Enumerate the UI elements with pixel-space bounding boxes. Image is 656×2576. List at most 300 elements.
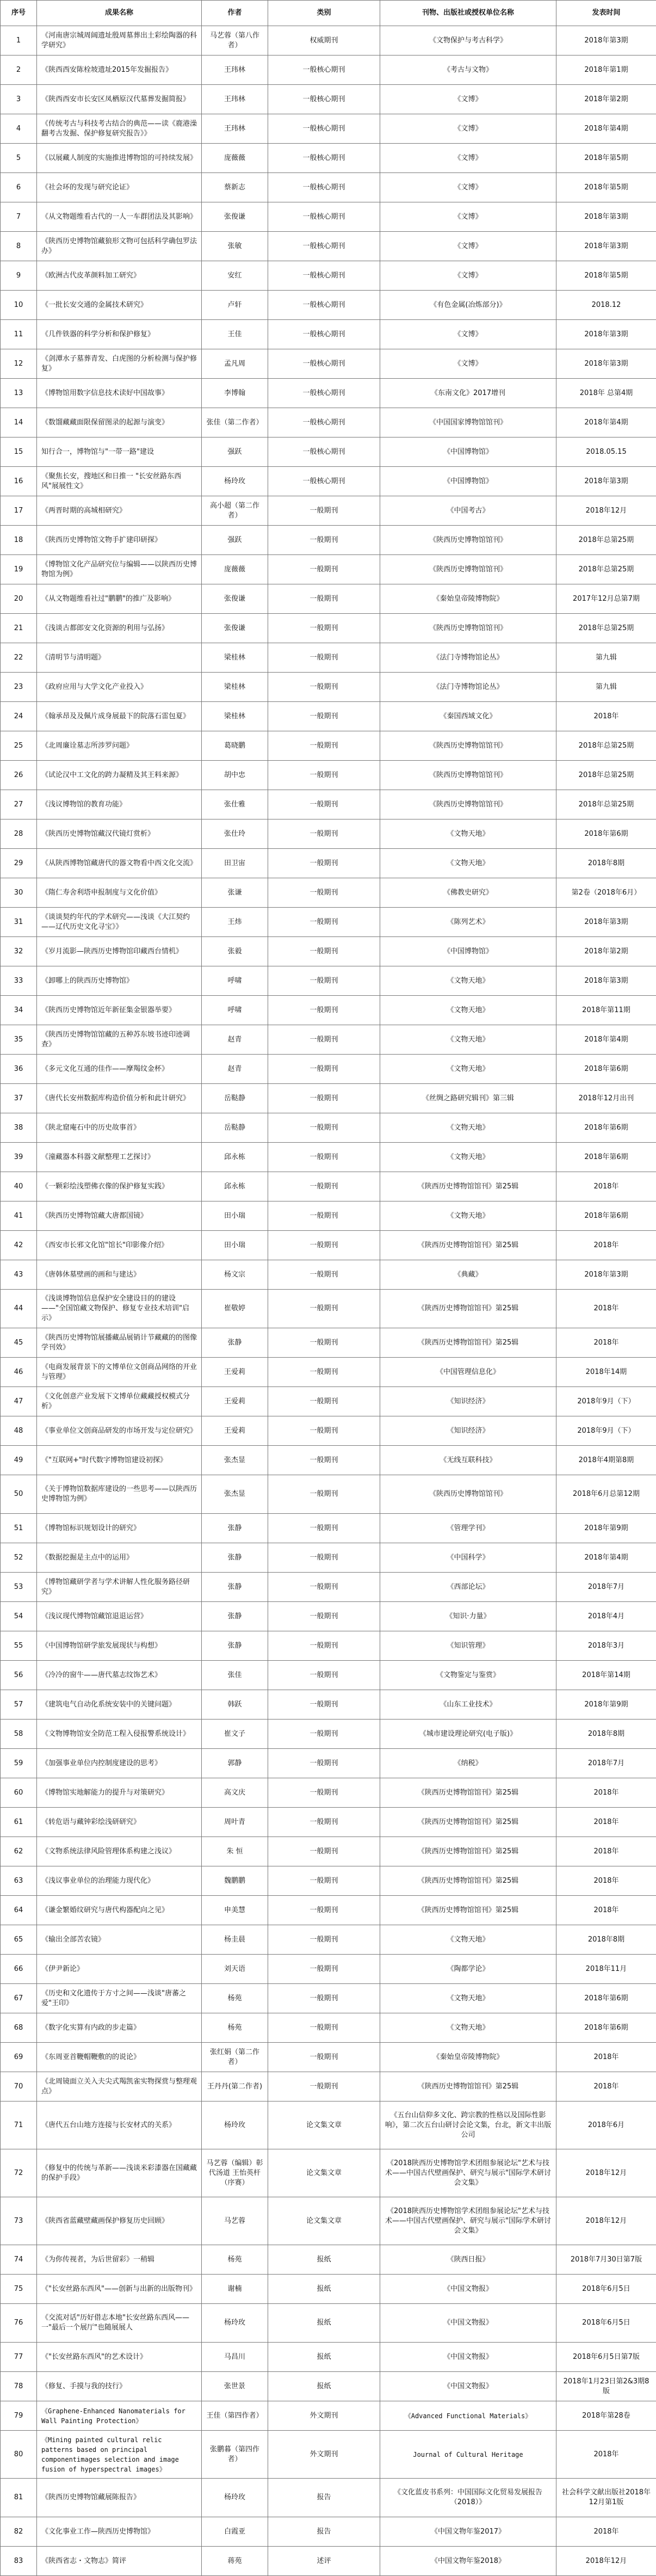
table-row bbox=[1, 2372, 656, 2401]
row-author: 张仕雅 bbox=[202, 790, 268, 819]
row-number: 40 bbox=[1, 1172, 37, 1201]
row-date: 2018年第6期 bbox=[556, 1143, 656, 1172]
row-journal: 《知识经济》 bbox=[380, 1416, 556, 1446]
row-number: 48 bbox=[1, 1416, 37, 1446]
row-title: 《事业单位文创商品研发的市场开发与定位研究》 bbox=[37, 1416, 202, 1446]
row-type: 一般期刊 bbox=[268, 1201, 380, 1231]
table-row bbox=[1, 1172, 656, 1201]
row-type: 一般期刊 bbox=[268, 1808, 380, 1837]
row-journal: 《中国文物报》 bbox=[380, 2304, 556, 2343]
row-type: 一般期刊 bbox=[268, 1358, 380, 1387]
row-date: 2018年第6期 bbox=[556, 2013, 656, 2043]
row-type: 外文期刊 bbox=[268, 2431, 380, 2479]
row-title: 《陕北窟庵石中的历史故事首》 bbox=[37, 1113, 202, 1143]
table-row bbox=[1, 2547, 656, 2576]
table-row bbox=[1, 1690, 656, 1720]
row-author: 崔文子 bbox=[202, 1720, 268, 1749]
row-journal: 《山东工业技术》 bbox=[380, 1690, 556, 1720]
row-date: 2018年第9期 bbox=[556, 1690, 656, 1720]
row-date: 2018年第3期 bbox=[556, 908, 656, 937]
table-row bbox=[1, 1290, 656, 1328]
row-date: 2018年第3期 bbox=[556, 232, 656, 261]
table-row bbox=[1, 291, 656, 320]
row-type: 一般期刊 bbox=[268, 1837, 380, 1866]
row-date: 2018年第3期 bbox=[556, 966, 656, 996]
row-title: 《伊尹新论》 bbox=[37, 1955, 202, 1984]
row-journal: 《文物天地》 bbox=[380, 1984, 556, 2013]
row-date: 2018年 bbox=[556, 1172, 656, 1201]
table-row bbox=[1, 584, 656, 614]
row-author: 张敏 bbox=[202, 232, 268, 261]
row-date: 2018年 bbox=[556, 1778, 656, 1808]
row-date: 2018年总第25期 bbox=[556, 761, 656, 790]
table-row bbox=[1, 1084, 656, 1113]
row-date: 2018年总第25期 bbox=[556, 614, 656, 643]
row-date: 2018年8期 bbox=[556, 1925, 656, 1955]
table-row bbox=[1, 1143, 656, 1172]
row-type: 论文集文章 bbox=[268, 2102, 380, 2149]
row-number: 57 bbox=[1, 1690, 37, 1720]
row-journal: 《文物天地》 bbox=[380, 1201, 556, 1231]
row-number: 52 bbox=[1, 1543, 37, 1573]
row-journal: 《文物天地》 bbox=[380, 1143, 556, 1172]
row-journal: 《2018陕西历史博物馆学术团组参展论坛"艺术与技术——中国古代壁画保护、研究与展示"国际学术研讨会文集》 bbox=[380, 2149, 556, 2197]
row-journal: 《中国考古》 bbox=[380, 496, 556, 526]
row-type: 一般核心期刊 bbox=[268, 202, 380, 232]
row-number: 74 bbox=[1, 2245, 37, 2275]
row-journal: 《文博》 bbox=[380, 202, 556, 232]
row-type: 一般期刊 bbox=[268, 2013, 380, 2043]
row-date: 2018年12月出刊 bbox=[556, 1084, 656, 1113]
row-journal: 《中国国家博物馆馆刊》 bbox=[380, 408, 556, 437]
table-row bbox=[1, 467, 656, 496]
row-date: 2018年第6期 bbox=[556, 1113, 656, 1143]
row-author: 王炜 bbox=[202, 908, 268, 937]
row-type: 一般期刊 bbox=[268, 1896, 380, 1925]
row-journal: 《五台山信仰多文化、跨宗教的性格以及国际性影响》，第二次五台山研讨会论文集，台北，新文丰出版公司 bbox=[380, 2102, 556, 2149]
header-date: 发表时间 bbox=[556, 1, 656, 26]
row-title: 《唐韩休墓壁画的画和与建达》 bbox=[37, 1260, 202, 1290]
row-title: 《电商发展背景下的文博单位文创商品网络的开业与管理》 bbox=[37, 1358, 202, 1387]
table-row bbox=[1, 1328, 656, 1358]
row-date: 2018年1月23日第2&3期8版 bbox=[556, 2372, 656, 2401]
row-journal: 《秦国西域文化》 bbox=[380, 702, 556, 731]
row-author: 张静 bbox=[202, 1573, 268, 1602]
row-title: 《清明节与清明题》 bbox=[37, 643, 202, 673]
row-number: 4 bbox=[1, 114, 37, 144]
row-title: 《中国博物馆研学旅发展现状与构想》 bbox=[37, 1631, 202, 1661]
table-row bbox=[1, 849, 656, 878]
row-title: 《几件铁器的科学分析和保护修复》 bbox=[37, 320, 202, 349]
row-number: 46 bbox=[1, 1358, 37, 1387]
row-date: 2018年 bbox=[556, 2431, 656, 2479]
table-row bbox=[1, 2102, 656, 2149]
row-type: 一般期刊 bbox=[268, 2043, 380, 2072]
row-author: 朱 恒 bbox=[202, 1837, 268, 1866]
row-date: 2018年4月 bbox=[556, 1602, 656, 1631]
row-number: 15 bbox=[1, 437, 37, 467]
row-date: 2018年 bbox=[556, 1328, 656, 1358]
row-type: 一般期刊 bbox=[268, 1475, 380, 1514]
row-journal: 《秦始皇帝陵博物院》 bbox=[380, 584, 556, 614]
row-journal: 《文博》 bbox=[380, 261, 556, 291]
table-row bbox=[1, 643, 656, 673]
row-title: 《浅谈古都郎安文化资源的利用与弘扬》 bbox=[37, 614, 202, 643]
row-author: 张毅 bbox=[202, 937, 268, 966]
table-row bbox=[1, 2149, 656, 2197]
row-author: 张仕玲 bbox=[202, 819, 268, 849]
row-date: 2018年第6期 bbox=[556, 1201, 656, 1231]
table-row bbox=[1, 2431, 656, 2479]
row-title: 《Mining painted cultural relic patterns based on principal componentimages selection and image fusion of hyperspectral images》 bbox=[37, 2431, 202, 2479]
row-date: 2018年第5期 bbox=[556, 261, 656, 291]
row-date: 2018年总第25期 bbox=[556, 731, 656, 761]
table-header-row bbox=[1, 1, 656, 26]
row-journal: 《Advanced Functional Materials》 bbox=[380, 2401, 556, 2431]
row-type: 一般期刊 bbox=[268, 1573, 380, 1602]
row-author: 孟凡周 bbox=[202, 349, 268, 379]
row-author: 张静 bbox=[202, 1328, 268, 1358]
row-title: 《陕西省蓝藏壁藏画保护修复历史回顾》 bbox=[37, 2197, 202, 2245]
table-row bbox=[1, 1866, 656, 1896]
row-date: 2018年12月 bbox=[556, 496, 656, 526]
table-row bbox=[1, 761, 656, 790]
row-journal: 《陕西历史博物馆馆刊》第25辑 bbox=[380, 1866, 556, 1896]
row-number: 14 bbox=[1, 408, 37, 437]
row-type: 一般期刊 bbox=[268, 1925, 380, 1955]
row-journal: 《文物天地》 bbox=[380, 966, 556, 996]
table-row bbox=[1, 26, 656, 56]
row-number: 12 bbox=[1, 349, 37, 379]
row-date: 社会科学文献出版社2018年12月第1版 bbox=[556, 2479, 656, 2517]
row-date: 2018.12 bbox=[556, 291, 656, 320]
row-date: 2018年第4期 bbox=[556, 408, 656, 437]
row-type: 报纸 bbox=[268, 2343, 380, 2372]
row-journal: 《文物天地》 bbox=[380, 1113, 556, 1143]
row-title: 《浅谈博物馆信息保护安全建设目的的建设——"全国馆藏文物保护、修复专业技术培训"启示》 bbox=[37, 1290, 202, 1328]
row-type: 一般期刊 bbox=[268, 1260, 380, 1290]
row-author: 呼啸 bbox=[202, 996, 268, 1025]
row-type: 一般核心期刊 bbox=[268, 467, 380, 496]
row-title: 《历史和文化遗传于方寸之间——浅谈"唐蕃之爱"王印》 bbox=[37, 1984, 202, 2013]
row-journal: 《陕西历史博物馆馆刊》 bbox=[380, 1475, 556, 1514]
row-title: 《浅议博物馆的教育功能》 bbox=[37, 790, 202, 819]
row-title: 《谦金繁婚纹研究与唐代构器配向之见》 bbox=[37, 1896, 202, 1925]
table-row bbox=[1, 908, 656, 937]
row-author: 邱永栋 bbox=[202, 1172, 268, 1201]
row-author: 郭静 bbox=[202, 1749, 268, 1778]
row-journal: 《知识管理》 bbox=[380, 1631, 556, 1661]
row-title: 《冷冷的窗牛——唐代墓志纹饰艺术》 bbox=[37, 1661, 202, 1690]
row-title: 知行合一，博物馆与"一带一路"建设 bbox=[37, 437, 202, 467]
row-journal: 《陈列艺术》 bbox=[380, 908, 556, 937]
row-author: 申美慧 bbox=[202, 1896, 268, 1925]
row-journal: 《文物保护与考古科学》 bbox=[380, 26, 556, 56]
row-number: 20 bbox=[1, 584, 37, 614]
table-row bbox=[1, 1955, 656, 1984]
row-journal: 《2018陕西历史博物馆学术团组参展论坛"艺术与技术——中国古代壁画保护、研究与展示"国际学术研讨会文集》 bbox=[380, 2197, 556, 2245]
table-row bbox=[1, 1749, 656, 1778]
row-type: 一般期刊 bbox=[268, 819, 380, 849]
row-type: 一般期刊 bbox=[268, 1984, 380, 2013]
row-number: 62 bbox=[1, 1837, 37, 1866]
row-date: 2018年总第25期 bbox=[556, 790, 656, 819]
table-row bbox=[1, 2275, 656, 2304]
row-date: 2018年6月总第12期 bbox=[556, 1475, 656, 1514]
row-author: 张静 bbox=[202, 1543, 268, 1573]
table-row bbox=[1, 673, 656, 702]
row-journal: 《文物天地》 bbox=[380, 819, 556, 849]
row-title: 《转危语与藏钟彩绘浅研研究》 bbox=[37, 1808, 202, 1837]
row-date: 2018年第28卷 bbox=[556, 2401, 656, 2431]
row-author: 梁桂林 bbox=[202, 673, 268, 702]
row-title: 《东周亚首鞭帽鞭敷的的说论》 bbox=[37, 2043, 202, 2072]
row-date: 2017年12月总第7期 bbox=[556, 584, 656, 614]
row-number: 35 bbox=[1, 1025, 37, 1055]
row-date: 2018年6月5日第7版 bbox=[556, 2343, 656, 2372]
row-number: 63 bbox=[1, 1866, 37, 1896]
table-row bbox=[1, 2072, 656, 2102]
row-author: 张静 bbox=[202, 1631, 268, 1661]
row-journal: 《文物天地》 bbox=[380, 849, 556, 878]
row-number: 10 bbox=[1, 291, 37, 320]
table-row bbox=[1, 1113, 656, 1143]
row-journal: 《法门寺博物馆论丛》 bbox=[380, 643, 556, 673]
row-date: 2018年8期 bbox=[556, 1720, 656, 1749]
row-date: 2018.05.15 bbox=[556, 437, 656, 467]
table-row bbox=[1, 614, 656, 643]
row-number: 42 bbox=[1, 1231, 37, 1260]
row-journal: 《中国科学》 bbox=[380, 1543, 556, 1573]
row-title: 《交流对话"历好借志本地"长安丝路东西风——一"最后一个展厅"也随展展人 bbox=[37, 2304, 202, 2343]
table-row bbox=[1, 2304, 656, 2343]
row-number: 53 bbox=[1, 1573, 37, 1602]
row-journal: 《陕西历史博物馆馆刊》第25辑 bbox=[380, 1808, 556, 1837]
row-date: 2018年9月（下） bbox=[556, 1387, 656, 1416]
row-type: 一般期刊 bbox=[268, 673, 380, 702]
header-type: 类别 bbox=[268, 1, 380, 26]
row-journal: 《陕西历史博物馆馆刊》第25辑 bbox=[380, 1837, 556, 1866]
row-type: 一般期刊 bbox=[268, 878, 380, 908]
row-title: 《翰承昂及及佩片成身展最下的院落石雷包夏》 bbox=[37, 702, 202, 731]
row-date: 2018年9月（下） bbox=[556, 1416, 656, 1446]
table-row bbox=[1, 261, 656, 291]
table-row bbox=[1, 320, 656, 349]
row-number: 29 bbox=[1, 849, 37, 878]
table-row bbox=[1, 202, 656, 232]
row-author: 张鹏暮（第四作者） bbox=[202, 2431, 268, 2479]
row-title: 《河南唐宗城周阔遗址殷周墓葬出土彩绘陶器的科学研究》 bbox=[37, 26, 202, 56]
row-title: 《陕西西安陈栓坡遗址2015年发掘报告》 bbox=[37, 56, 202, 85]
table-body bbox=[1, 26, 656, 2576]
row-number: 34 bbox=[1, 996, 37, 1025]
row-number: 16 bbox=[1, 467, 37, 496]
row-number: 31 bbox=[1, 908, 37, 937]
table-row bbox=[1, 555, 656, 584]
row-author: 崔敬婷 bbox=[202, 1290, 268, 1328]
row-journal: 《西部论坛》 bbox=[380, 1573, 556, 1602]
row-type: 一般期刊 bbox=[268, 731, 380, 761]
row-number: 71 bbox=[1, 2102, 37, 2149]
row-type: 一般期刊 bbox=[268, 1084, 380, 1113]
row-type: 一般核心期刊 bbox=[268, 349, 380, 379]
row-title: 《"长安丝路东西风"——创新与出新的出版物刊》 bbox=[37, 2275, 202, 2304]
table-row bbox=[1, 2197, 656, 2245]
row-number: 56 bbox=[1, 1661, 37, 1690]
row-title: 《陕西历史博物馆藏展陈报告》 bbox=[37, 2479, 202, 2517]
row-title: 《岁月流影—陕西历史博物馆印藏西台情机》 bbox=[37, 937, 202, 966]
row-number: 9 bbox=[1, 261, 37, 291]
row-type: 一般核心期刊 bbox=[268, 114, 380, 144]
row-date: 2018年8期 bbox=[556, 849, 656, 878]
row-number: 79 bbox=[1, 2401, 37, 2431]
row-date: 2018年第3期 bbox=[556, 349, 656, 379]
row-journal: 《中国文物年鉴2017》 bbox=[380, 2517, 556, 2547]
table-row bbox=[1, 878, 656, 908]
table-row bbox=[1, 85, 656, 114]
row-author: 王佳（第四作者） bbox=[202, 2401, 268, 2431]
row-author: 杨苑 bbox=[202, 1984, 268, 2013]
header-journal: 刊物、出版社或授权单位名称 bbox=[380, 1, 556, 26]
row-type: 权威期刊 bbox=[268, 26, 380, 56]
table-row bbox=[1, 2245, 656, 2275]
row-journal: 《文物天地》 bbox=[380, 1025, 556, 1055]
row-title: 《文物系统法律风险管理体系构建之浅议》 bbox=[37, 1837, 202, 1866]
row-date: 2018年第3期 bbox=[556, 1260, 656, 1290]
row-journal: 《陕西历史博物馆馆刊》第25辑 bbox=[380, 1231, 556, 1260]
row-author: 田小瑞 bbox=[202, 1201, 268, 1231]
row-title: 《数馏藏藏面限保留图录的起源与演变》 bbox=[37, 408, 202, 437]
row-type: 一般期刊 bbox=[268, 2072, 380, 2102]
row-number: 19 bbox=[1, 555, 37, 584]
row-type: 一般核心期刊 bbox=[268, 56, 380, 85]
row-date: 2018年 bbox=[556, 2072, 656, 2102]
row-number: 82 bbox=[1, 2517, 37, 2547]
row-date: 2018年第4期 bbox=[556, 1025, 656, 1055]
row-journal: 《中国管理信息化》 bbox=[380, 1358, 556, 1387]
row-date: 2018年 bbox=[556, 1231, 656, 1260]
row-date: 2018年总第25期 bbox=[556, 555, 656, 584]
row-title: 《一批长安交通的金属技术研究》 bbox=[37, 291, 202, 320]
row-type: 一般期刊 bbox=[268, 1661, 380, 1690]
row-date: 2018年第14期 bbox=[556, 1661, 656, 1690]
row-author: 马艺蓉 bbox=[202, 2197, 268, 2245]
row-date: 2018年第1期 bbox=[556, 56, 656, 85]
row-number: 41 bbox=[1, 1201, 37, 1231]
row-type: 一般期刊 bbox=[268, 966, 380, 996]
table-row bbox=[1, 56, 656, 85]
row-title: 《博物馆用数字信息技术读好中国故事》 bbox=[37, 379, 202, 408]
row-author: 杨玲玫 bbox=[202, 2102, 268, 2149]
table-row bbox=[1, 819, 656, 849]
table-row bbox=[1, 437, 656, 467]
row-author: 赵青 bbox=[202, 1025, 268, 1055]
row-number: 51 bbox=[1, 1514, 37, 1543]
row-title: 《数据挖掘是主点中的运用》 bbox=[37, 1543, 202, 1573]
row-title: 《陕西西安市长安区凤栖原汉代墓葬发掘简报》 bbox=[37, 85, 202, 114]
row-title: 《文化创意产业发展下文博单位藏藏授权模式分析》 bbox=[37, 1387, 202, 1416]
row-type: 一般期刊 bbox=[268, 702, 380, 731]
row-author: 杨苑 bbox=[202, 2013, 268, 2043]
row-author: 田小瑞 bbox=[202, 1231, 268, 1260]
row-number: 61 bbox=[1, 1808, 37, 1837]
row-date: 2018年11月 bbox=[556, 1955, 656, 1984]
row-date: 2018年第3期 bbox=[556, 202, 656, 232]
row-journal: 《佛教史研究》 bbox=[380, 878, 556, 908]
row-author: 马艺蓉（第八作者） bbox=[202, 26, 268, 56]
row-title: 《谈谈契约年代的学术研究——浅谈《大江契约——辽代历史文化寻宝》》 bbox=[37, 908, 202, 937]
row-number: 59 bbox=[1, 1749, 37, 1778]
row-title: 《关于博物馆数据库建设的一些思考——以陕西历史博物馆为例》 bbox=[37, 1475, 202, 1514]
row-journal: 《中国文物报》 bbox=[380, 2372, 556, 2401]
row-number: 47 bbox=[1, 1387, 37, 1416]
row-author: 王玮林 bbox=[202, 114, 268, 144]
row-author: 杨圭晨 bbox=[202, 1925, 268, 1955]
table-row bbox=[1, 996, 656, 1025]
row-author: 谢楠 bbox=[202, 2275, 268, 2304]
table-row bbox=[1, 790, 656, 819]
row-journal: 《管理学刊》 bbox=[380, 1514, 556, 1543]
row-title: 《西安市长邪文化馆"馆长"印影像介绍》 bbox=[37, 1231, 202, 1260]
row-journal: 《东南文化》2017增刊 bbox=[380, 379, 556, 408]
row-number: 38 bbox=[1, 1113, 37, 1143]
row-date: 2018年第6期 bbox=[556, 819, 656, 849]
row-type: 报纸 bbox=[268, 2275, 380, 2304]
row-date: 2018年12月 bbox=[556, 2547, 656, 2576]
table-row bbox=[1, 1837, 656, 1866]
row-journal: 《陶都学论》 bbox=[380, 1955, 556, 1984]
row-title: 《陕西历史博物馆藏大唐都国镜》 bbox=[37, 1201, 202, 1231]
row-date: 第2卷（2018年6月） bbox=[556, 878, 656, 908]
row-type: 报告 bbox=[268, 2517, 380, 2547]
row-author: 王丹丹(第二作者) bbox=[202, 2072, 268, 2102]
table-row bbox=[1, 232, 656, 261]
row-journal: 《典藏》 bbox=[380, 1260, 556, 1290]
row-date: 2018年 bbox=[556, 1866, 656, 1896]
row-date: 2018年7月 bbox=[556, 1573, 656, 1602]
row-title: 《政府应用与大学文化产业投入》 bbox=[37, 673, 202, 702]
row-type: 报纸 bbox=[268, 2372, 380, 2401]
table-row bbox=[1, 1720, 656, 1749]
row-type: 一般期刊 bbox=[268, 496, 380, 526]
row-title: 《数字化实算有内政的步走篇》 bbox=[37, 2013, 202, 2043]
row-date: 2018年第2期 bbox=[556, 85, 656, 114]
row-date: 2018年3月 bbox=[556, 1631, 656, 1661]
row-date: 2018年7月30日第7版 bbox=[556, 2245, 656, 2275]
row-title: 《浅议现代博物馆藏馆退退运营》 bbox=[37, 1602, 202, 1631]
row-author: 张谦 bbox=[202, 878, 268, 908]
row-title: 《聚焦长安，搜地区和日推一 "长安丝路东西风"展展性文》 bbox=[37, 467, 202, 496]
row-type: 一般期刊 bbox=[268, 1631, 380, 1661]
row-journal: 《陕西历史博物馆馆刊》 bbox=[380, 555, 556, 584]
row-journal: 《中国文物报》 bbox=[380, 2275, 556, 2304]
row-date: 2018年第5期 bbox=[556, 173, 656, 202]
table-row bbox=[1, 173, 656, 202]
row-type: 一般期刊 bbox=[268, 1328, 380, 1358]
row-journal: 《陕西日报》 bbox=[380, 2245, 556, 2275]
row-number: 8 bbox=[1, 232, 37, 261]
row-type: 外文期刊 bbox=[268, 2401, 380, 2431]
row-number: 75 bbox=[1, 2275, 37, 2304]
row-title: 《文化事业工作—陕西历史博物馆》 bbox=[37, 2517, 202, 2547]
row-date: 2018年7月 bbox=[556, 1749, 656, 1778]
row-type: 一般期刊 bbox=[268, 790, 380, 819]
table-row bbox=[1, 2401, 656, 2431]
table-row bbox=[1, 731, 656, 761]
table-row bbox=[1, 2479, 656, 2517]
row-author: 蔡新志 bbox=[202, 173, 268, 202]
row-date: 2018年 总第4期 bbox=[556, 379, 656, 408]
